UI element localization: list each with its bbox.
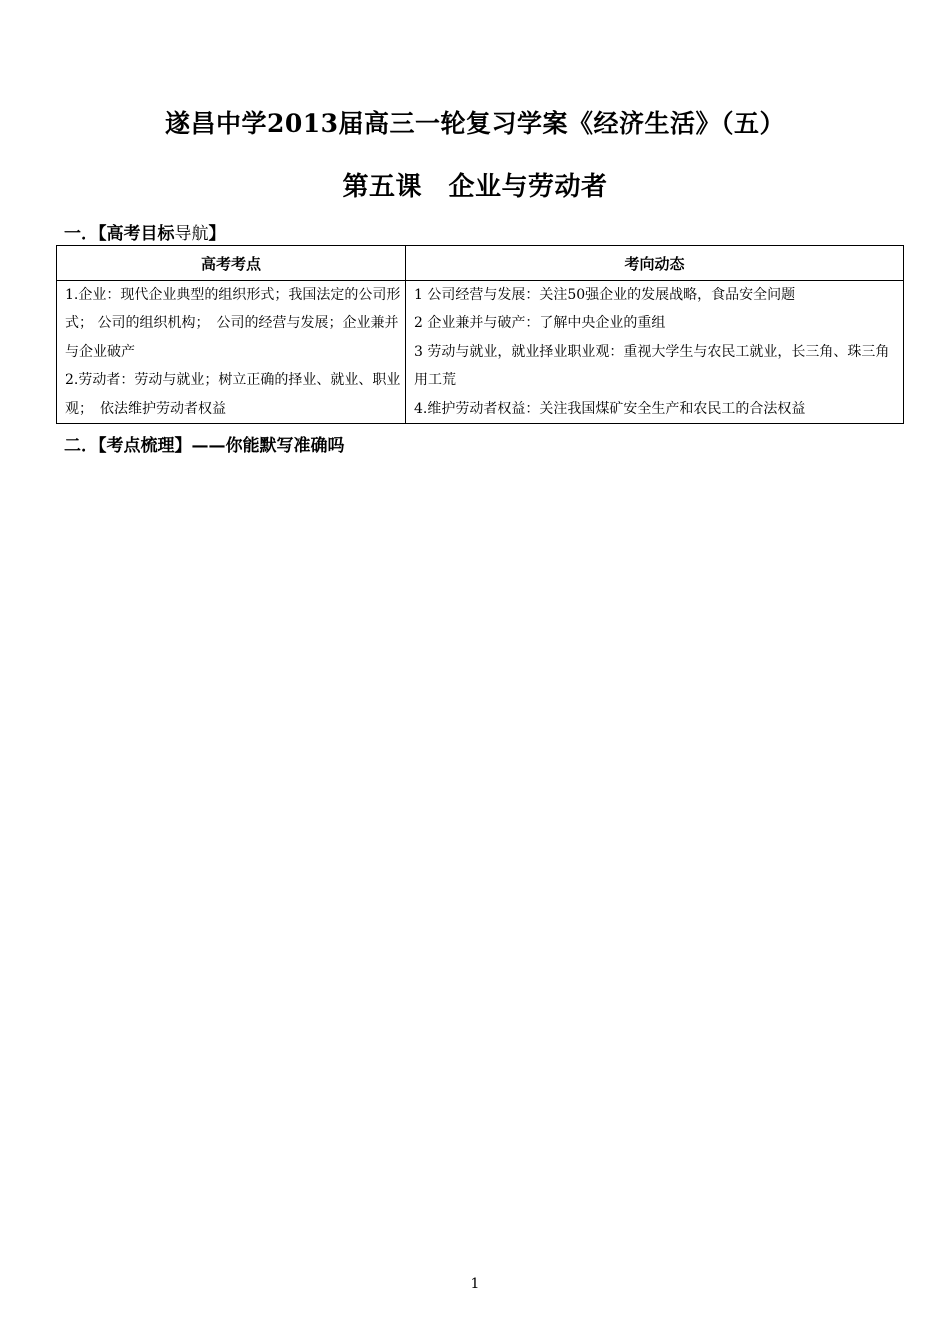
trend-item: 1 公司经营与发展：关注50强企业的发展战略，食品安全问题 — [414, 287, 796, 303]
section-heading-review: 二．【考点梳理】——你能默写准确吗 — [64, 436, 345, 456]
table-row — [57, 281, 904, 424]
section-heading-goals-end: 】 — [208, 224, 226, 244]
trends-cell — [406, 281, 904, 424]
trend-item: 4.维护劳动者权益：关注我国煤矿安全生产和农民工的合法权益 — [414, 400, 806, 417]
page-number: 1 — [470, 1276, 480, 1292]
trend-item: 3 劳动与就业，就业择业职业观：重视大学生与农民工就业，长三角、珠三角用工荒 — [414, 343, 890, 389]
exam-point-item: 1.企业：现代企业典型的组织形式；我国法定的公司形式； 公司的组织机构； 公司的经营与发展；企业兼并与企业破产 — [65, 287, 401, 360]
exam-point-item: 2.劳动者：劳动与就业；树立正确的择业、就业、职业观； 依法维护劳动者权益 — [65, 372, 401, 417]
section-heading-goals-suffix: 导航 — [174, 224, 209, 244]
section-heading-goals — [64, 219, 226, 244]
table-header-trends: 考向动态 — [406, 246, 904, 281]
document-title: 遂昌中学2013届高三一轮复习学案《经济生活》（五） — [164, 109, 786, 138]
lesson-subtitle: 第五课 企业与劳动者 — [342, 172, 608, 202]
table-header-exam-points: 高考考点 — [57, 246, 406, 281]
goals-table — [56, 245, 904, 424]
table-header-row — [57, 246, 904, 281]
section-heading-goals-prefix: 一．【高考目标 — [64, 224, 175, 244]
exam-points-cell — [57, 281, 406, 424]
trend-item: 2 企业兼并与破产：了解中央企业的重组 — [414, 315, 666, 332]
